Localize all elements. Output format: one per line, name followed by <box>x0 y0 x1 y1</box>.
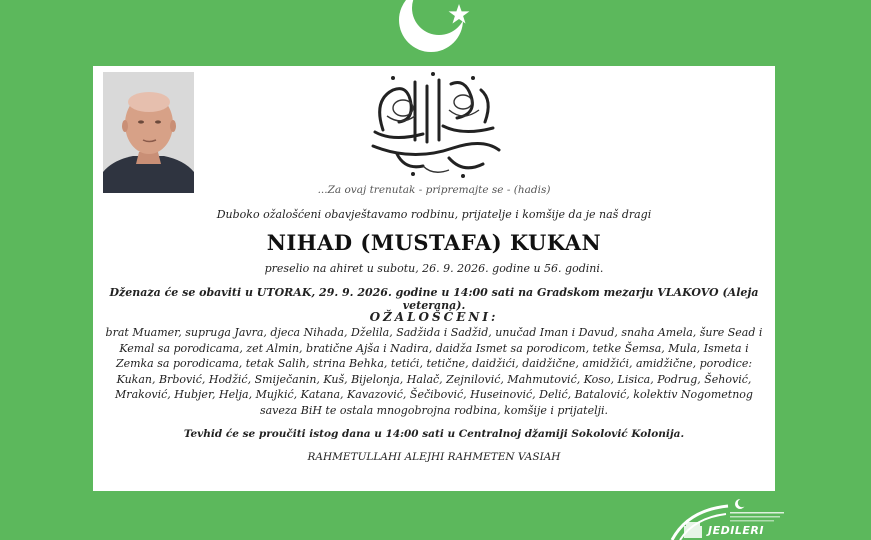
arabic-calligraphy-icon <box>353 70 513 182</box>
funeral-info: Dženaza će se obaviti u UTORAK, 29. 9. 2026. godine u 14:00 sati na Gradskom mezarju VLAKOVO (Aleja veterana). <box>109 286 759 312</box>
mourners-title: OŽALOŠĆENI: <box>369 310 499 324</box>
portrait-photo <box>103 72 194 193</box>
deceased-name: NIHAD (MUSTAFA) KUKAN <box>266 230 602 255</box>
mourners-list: brat Muamer, supruga Javra, djeca Nihada, Dželila, Sadžida i Sadžid, unučad Iman i Davud, snaha Amela, šure Sead i Kemal sa porodicama, zet Almin, bratične Ajša i Nadira, daidža Ismet sa porodicom, tetke Šemsa, Mula, Ismeta i Zemka sa porodicama, tetak Salih, strina Behka, tetići, tetične, daidžići, daidžične, amidžići, amidžične, porodice: Kukan, Brbović, Hodžić, Smiječanin, Kuš, Bijelonja, Halač, Zejnilović, Mahmutović, Koso, Lisica, Podrug, Šehović, Mraković, Hubjer, Helja, Mujkić, Katana, Kavazović, Šečibović, Huseinović, Delić, Batalović, kolektiv Nogometnog saveza BiH te ostala mnogobrojna rodbina, komšije i prijatelji. <box>105 326 763 417</box>
passing-date-text: preselio na ahiret u subotu, 26. 9. 2026. godine u 56. godini. <box>264 262 604 275</box>
closing-prayer: RAHMETULLAHI ALEJHI RAHMETEN VASIAH <box>307 451 561 463</box>
hadis-quote: ...Za ovaj trenutak - pripremajte se - (hadis) <box>317 184 551 196</box>
obituary-card <box>93 66 775 491</box>
intro-text: Duboko ožalošćeni obavještavamo rodbinu, prijatelje i komšije da je naš dragi <box>216 208 652 221</box>
crescent-star-icon <box>395 0 475 60</box>
jedileri-logo-text: JEDILERI <box>708 524 764 537</box>
tevhid-info: Tevhid će se proučiti istog dana u 14:00 sati u Centralnoj džamiji Sokolović Kolonija. <box>183 428 685 440</box>
